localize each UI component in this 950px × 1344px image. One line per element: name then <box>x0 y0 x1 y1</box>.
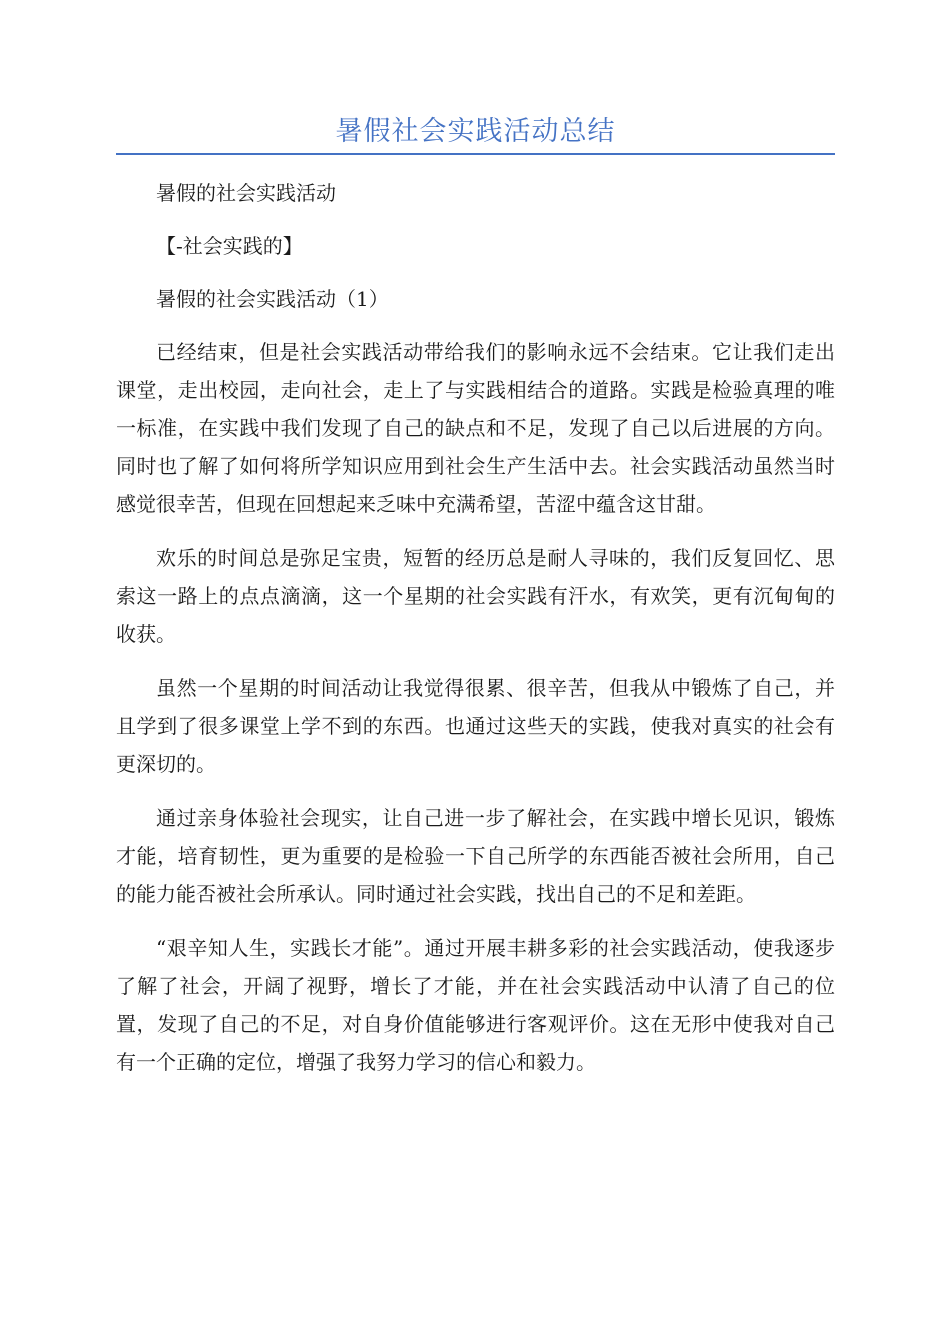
document-title: 暑假社会实践活动总结 <box>335 116 616 147</box>
paragraph-5: “艰辛知人生，实践长才能”。通过开展丰耕多彩的社会实践活动，使我逐步了解了社会，开阔了视野，增长了才能，并在社会实践活动中认清了自己的位置，发现了自己的不足，对自身价值能够进行客观评价。这在无形中使我对自己有一个正确的定位，增强了我努力学习的信心和毅力。 <box>116 936 835 1074</box>
paragraph-heading-1: 暑假的社会实践活动 <box>156 181 336 205</box>
paragraph-3: 虽然一个星期的时间活动让我觉得很累、很辛苦，但我从中锻炼了自己，并且学到了很多课堂上学不到的东西。也通过这些天的实践，使我对真实的社会有更深切的。 <box>116 676 835 776</box>
title-underline <box>116 153 835 155</box>
document-body <box>116 174 835 1097</box>
paragraph-1: 已经结束，但是社会实践活动带给我们的影响永远不会结束。它让我们走出课堂，走出校园，走向社会，走上了与实践相结合的道路。实践是检验真理的唯一标准，在实践中我们发现了自己的缺点和不足，发现了自己以后进展的方向。同时也了解了如何将所学知识应用到社会生产生活中去。社会实践活动虽然当时感觉很幸苦，但现在回想起来乏味中充满希望，苦涩中蕴含这甘甜。 <box>116 340 835 516</box>
paragraph-heading-3: 暑假的社会实践活动（1） <box>156 287 389 311</box>
paragraph-2: 欢乐的时间总是弥足宝贵，短暂的经历总是耐人寻味的，我们反复回忆、思索这一路上的点点滴滴，这一个星期的社会实践有汗水，有欢笑，更有沉甸甸的收获。 <box>116 546 835 646</box>
paragraph-4: 通过亲身体验社会现实，让自己进一步了解社会，在实践中增长见识，锻炼才能，培育韧性，更为重要的是检验一下自己所学的东西能否被社会所用，自己的能力能否被社会所承认。同时通过社会实践，找出自己的不足和差距。 <box>116 806 835 906</box>
paragraph-heading-2: 【-社会实践的】 <box>156 234 303 258</box>
